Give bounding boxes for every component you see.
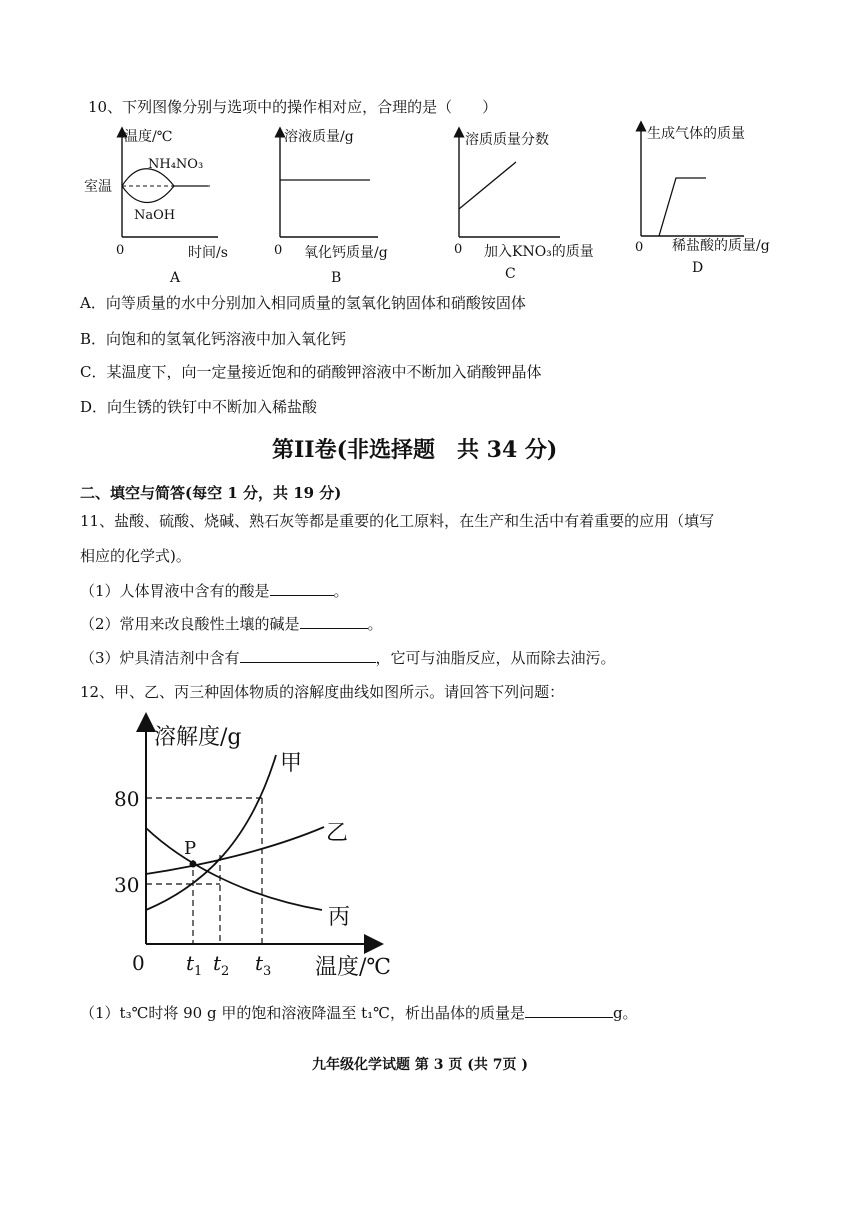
part2-title: 第II卷(非选择题 共 34 分) [272,437,558,463]
graph-d-ylabel: 生成气体的质量 [647,126,745,142]
graph-a-bottom-curve-label: NaOH [134,208,176,223]
graph-b-xlabel: 氧化钙质量/g [304,245,388,261]
graph-a-ytick: 室温 [84,179,112,195]
section2-heading: 二、填空与简答(每空 1 分，共 19 分) [80,484,342,502]
graph-a-origin: 0 [116,243,125,258]
graph-b-letter: B [331,270,342,286]
chart-xlabel: 温度/℃ [315,955,392,980]
graph-b-ylabel: 溶液质量/g [284,129,354,145]
q11-sub2 [80,613,383,634]
ytick-30: 30 [114,873,140,897]
q10-option-b: B．向饱和的氢氧化钙溶液中加入氧化钙 [80,330,347,348]
graph-c-letter: C [505,266,516,282]
graph-a-lower-curve [122,186,174,203]
point-p [190,861,197,868]
q11-sub3-blank[interactable] [240,648,376,663]
q11-sub3 [80,647,616,668]
graph-d-origin: 0 [635,240,644,255]
graph-d-line [659,178,706,236]
q12-sub1-end: g。 [612,1004,638,1022]
graph-c-origin: 0 [454,242,463,257]
point-p-label: P [184,838,197,859]
q11-stem-line1: 11、盐酸、硫酸、烧碱、熟石灰等都是重要的化工原料，在生产和生活中有着重要的应用（填写 [80,512,715,530]
graph-d-letter: D [692,260,704,276]
q12-stem: 12、甲、乙、丙三种固体物质的溶解度曲线如图所示。请回答下列问题： [80,683,565,701]
graph-b [268,124,413,289]
series-yi-label: 乙 [326,821,349,846]
graph-a-top-curve-label: NH₄NO₃ [148,157,204,172]
graph-b-origin: 0 [274,243,283,258]
graph-a [82,124,242,289]
q11-sub1-blank[interactable] [270,581,334,596]
solubility-chart [100,710,420,990]
xtick-t1: $t_1$ [186,951,203,979]
q10-option-a: A．向等质量的水中分别加入相同质量的氢氧化钠固体和硝酸铵固体 [80,294,526,312]
q11-stem-line2: 相应的化学式)。 [80,547,191,565]
q12-sub1-blank[interactable] [525,1003,613,1018]
graph-a-ylabel: 温度/℃ [124,129,173,145]
graph-d-xlabel: 稀盐酸的质量/g [672,238,770,254]
series-bing-label: 丙 [328,905,351,930]
q11-sub2-end: 。 [367,615,383,633]
q11-sub3-text: （3）炉具清洁剂中含有 [80,649,240,667]
xtick-t2: $t_2$ [213,951,230,979]
q10-stem: 10、下列图像分别与选项中的操作相对应，合理的是（ ） [88,98,498,116]
xtick-t3: $t_3$ [255,951,272,979]
q10-option-d: D．向生锈的铁钉中不断加入稀盐酸 [80,398,318,416]
q12-sub1-text: （1）t₃℃时将 90 g 甲的饱和溶液降温至 t₁℃，析出晶体的质量是 [80,1004,525,1022]
graph-c-ylabel: 溶质质量分数 [465,132,549,148]
chart-origin: 0 [132,951,145,975]
graph-a-letter: A [170,270,181,286]
q11-sub1-end: 。 [333,582,349,600]
q11-sub2-blank[interactable] [300,614,368,629]
q11-sub1-text: （1）人体胃液中含有的酸是 [80,582,270,600]
graph-c-line [459,162,516,209]
q11-sub2-text: （2）常用来改良酸性土壤的碱是 [80,615,300,633]
graph-a-xlabel: 时间/s [188,245,228,261]
ytick-80: 80 [114,787,140,811]
graph-c [448,124,613,289]
graph-c-xlabel: 加入KNO₃的质量 [484,244,594,260]
q11-sub1 [80,580,349,601]
q10-option-c: C．某温度下，向一定量接近饱和的硝酸钾溶液中不断加入硝酸钾晶体 [80,363,542,381]
chart-ylabel: 溶解度/g [154,725,242,750]
series-jia-label: 甲 [280,751,303,776]
q11-sub3-end: ，它可与油脂反应，从而除去油污。 [375,649,616,667]
page-footer: 九年级化学试题 第 3 页 (共 7页 ) [312,1057,528,1073]
q12-sub1 [80,1002,638,1023]
curve-jia [146,755,276,910]
graph-d [632,120,802,280]
